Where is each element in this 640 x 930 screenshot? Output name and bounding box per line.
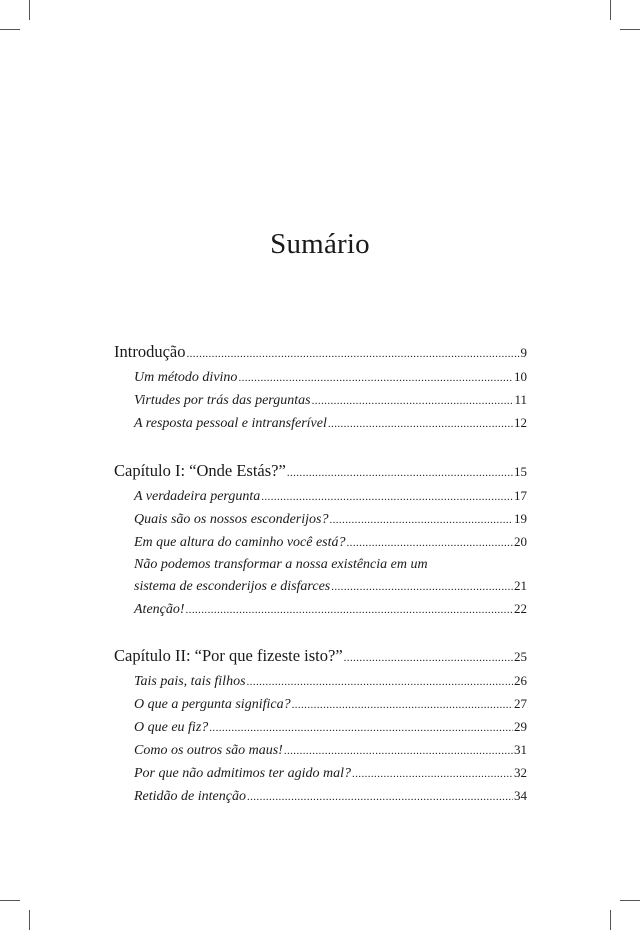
toc-entry[interactable] [114, 670, 527, 693]
toc-section-capitulo-2 [114, 644, 527, 808]
dot-leader [247, 787, 513, 808]
dot-leader [287, 461, 513, 485]
toc-page-number: 32 [514, 765, 527, 780]
page-title: Sumário [270, 228, 370, 260]
toc-entry-label: Por que não admitimos ter agido mal? [134, 766, 351, 781]
crop-mark-top-right-h [620, 29, 640, 30]
crop-mark-bottom-right [610, 910, 611, 930]
toc-page-number: 27 [514, 696, 527, 711]
dot-leader [344, 646, 513, 670]
toc-heading[interactable] [114, 340, 527, 366]
crop-mark-bottom-left-h [0, 900, 20, 901]
table-of-contents [114, 340, 527, 832]
dot-leader [284, 741, 513, 762]
toc-page-number: 26 [514, 673, 527, 688]
toc-entry-label-line1[interactable]: Não podemos transformar a nossa existência em um [134, 557, 428, 572]
toc-entry-label: Em que altura do caminho você está? [134, 535, 346, 550]
toc-page-number: 34 [514, 788, 527, 803]
toc-entry[interactable] [114, 485, 527, 508]
dot-leader [292, 695, 513, 716]
toc-entry-label: A verdadeira pergunta [134, 489, 261, 504]
dot-leader [312, 391, 514, 412]
toc-heading-label: Capítulo I: “Onde Estás?” [114, 461, 286, 480]
toc-entry[interactable] [114, 575, 527, 598]
toc-entry[interactable] [114, 531, 527, 554]
toc-entry-label: A resposta pessoal e intransferível [134, 416, 327, 431]
toc-page-number: 20 [514, 534, 527, 549]
dot-leader [352, 764, 513, 785]
toc-page-number: 21 [514, 578, 527, 593]
toc-entry[interactable] [114, 716, 527, 739]
toc-section-capitulo-1 [114, 459, 527, 621]
toc-heading[interactable] [114, 459, 527, 485]
toc-entry-label: Um método divino [134, 370, 238, 385]
toc-entry-label: Atenção! [134, 602, 185, 617]
toc-page-number: 29 [514, 719, 527, 734]
toc-page-number: 15 [514, 464, 527, 479]
toc-entry[interactable] [114, 366, 527, 389]
toc-entry-label: O que eu fiz? [134, 720, 209, 735]
toc-entry-label: Quais são os nossos esconderijos? [134, 512, 329, 527]
toc-entry[interactable] [114, 693, 527, 716]
toc-entry[interactable] [114, 762, 527, 785]
dot-leader [186, 600, 513, 621]
toc-page-number: 17 [514, 488, 527, 503]
toc-heading-label: Capítulo II: “Por que fizeste isto?” [114, 646, 343, 665]
crop-mark-top-left [29, 0, 30, 20]
toc-entry[interactable] [114, 785, 527, 808]
toc-entry[interactable] [114, 739, 527, 762]
toc-page-number: 11 [514, 392, 527, 407]
toc-page-number: 10 [514, 369, 527, 384]
crop-mark-bottom-left [29, 910, 30, 930]
toc-entry-label: sistema de esconderijos e disfarces [134, 579, 331, 594]
toc-page-number: 12 [514, 415, 527, 430]
toc-entry[interactable] [114, 508, 527, 531]
dot-leader [329, 510, 513, 531]
toc-page-number: 9 [520, 345, 527, 360]
dot-leader [331, 577, 513, 598]
toc-entry-label: Tais pais, tais filhos [134, 674, 246, 689]
dot-leader [238, 368, 513, 389]
dot-leader [328, 414, 513, 435]
dot-leader [186, 342, 519, 366]
toc-heading[interactable] [114, 644, 527, 670]
dot-leader [247, 672, 513, 693]
toc-entry-label: Retidão de intenção [134, 789, 246, 804]
toc-heading-label: Introdução [114, 342, 186, 361]
toc-entry-label: Virtudes por trás das perguntas [134, 393, 311, 408]
crop-mark-top-right [610, 0, 611, 20]
toc-entry[interactable] [114, 412, 527, 435]
dot-leader [347, 533, 513, 554]
toc-page-number: 22 [514, 601, 527, 616]
toc-section-introducao [114, 340, 527, 435]
crop-mark-top-left-h [0, 29, 20, 30]
toc-entry[interactable] [114, 598, 527, 621]
toc-page-number: 25 [514, 649, 527, 664]
toc-page-number: 19 [514, 511, 527, 526]
toc-page-number: 31 [514, 742, 527, 757]
toc-entry[interactable] [114, 389, 527, 412]
toc-entry-label: O que a pergunta significa? [134, 697, 291, 712]
crop-mark-bottom-right-h [620, 900, 640, 901]
toc-entry-label: Como os outros são maus! [134, 743, 283, 758]
dot-leader [261, 487, 513, 508]
dot-leader [209, 718, 513, 739]
